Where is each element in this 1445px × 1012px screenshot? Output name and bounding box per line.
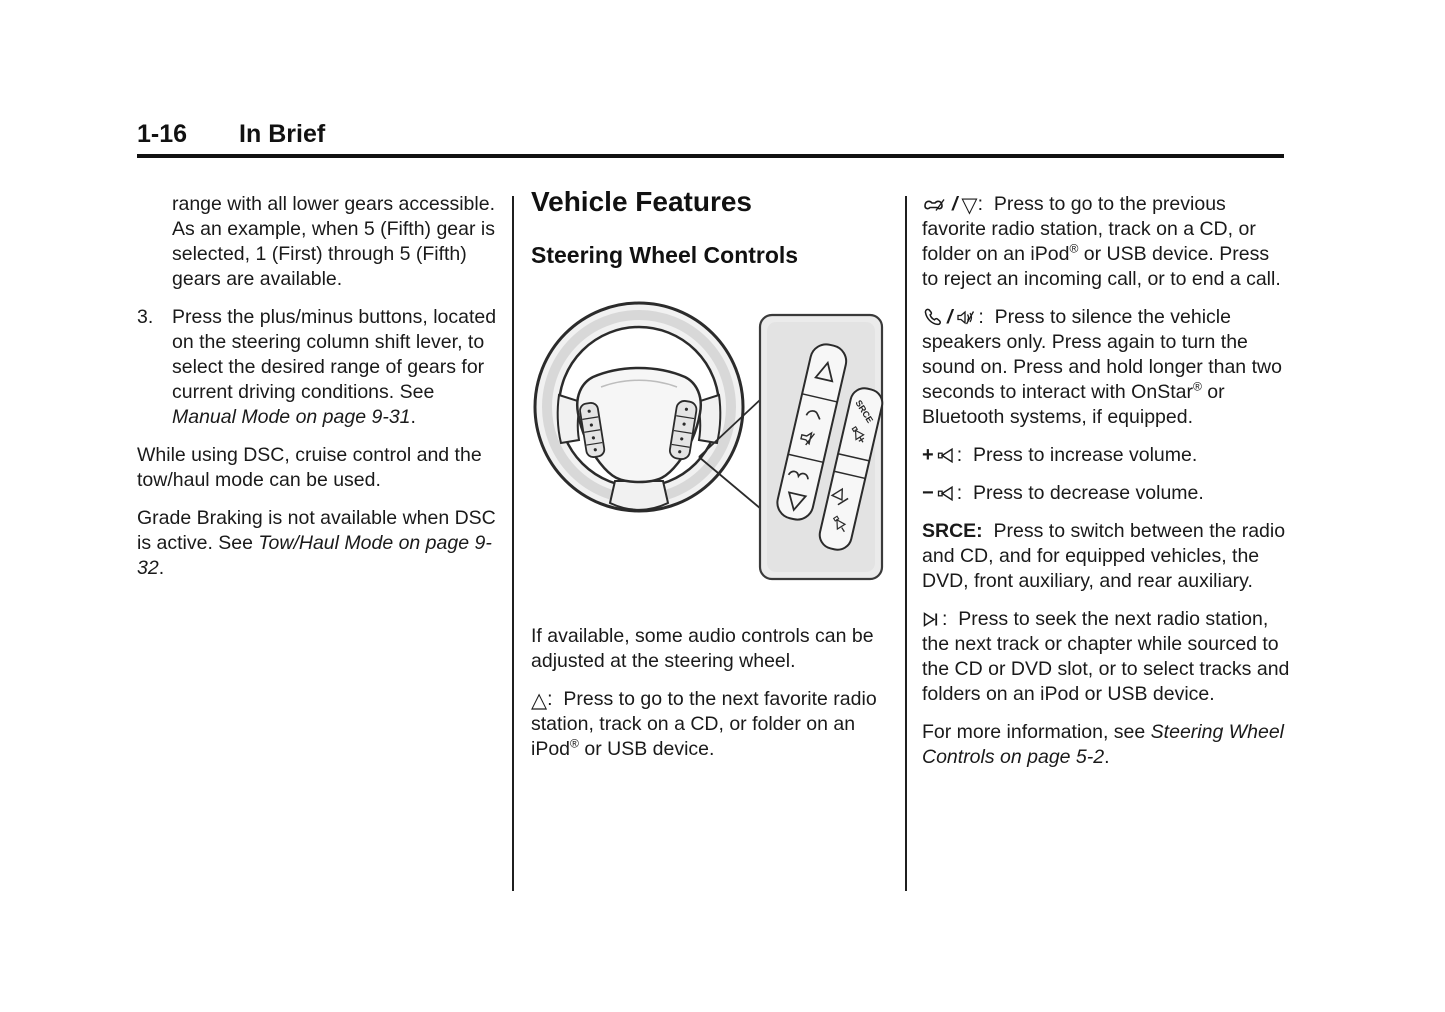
header-rule xyxy=(137,154,1284,158)
paragraph-more-info: For more information, see Steering Wheel Controls on page 5-2. xyxy=(922,721,1284,768)
down-triangle-icon: ▽ xyxy=(961,194,978,217)
item-text: : Press to decrease volume. xyxy=(956,482,1204,504)
item-srce: SRCE: Press to switch between the radio and CD, and for equipped vehicles, the DVD, front auxiliary, and rear auxiliary. xyxy=(922,520,1286,592)
slash-separator: / xyxy=(952,193,958,215)
seek-forward-icon xyxy=(922,611,940,628)
list-item-text: Press the plus/minus buttons, located on the steering column shift lever, to select the desired range of gears for current driving conditions. See Manual Mode on page 9-31. xyxy=(172,306,497,428)
srce-label: SRCE xyxy=(853,398,876,425)
slash-separator: / xyxy=(947,306,953,328)
steering-wheel-illustration xyxy=(531,291,887,603)
section-heading: Steering Wheel Controls xyxy=(531,242,799,268)
page-number: 1-16 xyxy=(137,120,188,148)
page-title: Vehicle Features xyxy=(531,186,753,217)
mute-icon xyxy=(956,309,976,326)
item-next-favorite-text: : Press to go to the next favorite radio station, track on a CD, or folder on an iPod® or USB device. xyxy=(531,688,877,760)
up-triangle-icon: △ xyxy=(531,689,548,712)
middle-column xyxy=(531,186,887,775)
item-text: : Press to seek the next radio station, the next track or chapter while sourced to the CD or DVD slot, or to select tracks and folders on an iPod or USB device. xyxy=(922,608,1290,705)
volume-icon xyxy=(937,447,955,464)
paragraph-if-available: If available, some audio controls can be adjusted at the steering wheel. xyxy=(531,625,874,672)
steering-wheel xyxy=(535,303,743,511)
item-seek xyxy=(922,607,1290,707)
item-next-favorite xyxy=(531,687,887,762)
section-title: In Brief xyxy=(239,120,326,148)
minus-sign: − xyxy=(922,482,934,504)
list-item-3 xyxy=(137,305,502,430)
item-volume-down xyxy=(922,481,1290,506)
volume-icon xyxy=(937,485,955,502)
left-column xyxy=(137,192,502,594)
controls-inset-panel xyxy=(760,315,885,579)
end-call-icon xyxy=(922,196,946,213)
item-mute xyxy=(922,305,1290,430)
column-divider-2 xyxy=(905,196,907,891)
page-header xyxy=(137,120,325,149)
phone-icon xyxy=(922,307,941,326)
list-number: 3. xyxy=(137,306,154,328)
plus-sign: + xyxy=(922,444,934,466)
right-column xyxy=(922,192,1290,783)
item-text: : Press to go to the previous favorite radio station, track on a CD, or folder on an iPod® or USB device. Press to reject an incoming call, or to end a call. xyxy=(922,193,1281,290)
paragraph-gear-range: range with all lower gears accessible. As an example, when 5 (Fifth) gear is selected, 1 (First) through 5 (Fifth) gears are available. xyxy=(172,193,495,290)
item-volume-up xyxy=(922,443,1290,468)
item-text: : Press to increase volume. xyxy=(956,444,1198,466)
item-previous-favorite xyxy=(922,192,1290,292)
item-text: : Press to silence the vehicle speakers only. Press again to turn the sound on. Press and hold longer than two seconds to interact with OnStar® or Bluetooth systems, if equipped. xyxy=(922,306,1282,428)
steering-wheel-figure xyxy=(531,291,887,610)
column-divider-1 xyxy=(512,196,514,891)
paragraph-dsc: While using DSC, cruise control and the tow/haul mode can be used. xyxy=(137,444,482,491)
paragraph-grade-braking: Grade Braking is not available when DSC is active. See Tow/Haul Mode on page 9-32. xyxy=(137,507,496,579)
